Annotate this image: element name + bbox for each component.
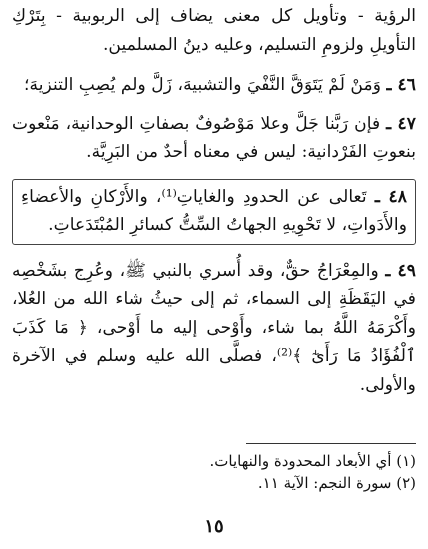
paragraph-text: والمِعْرَاجُ حقٌّ، وقد أُسري بالنبي ﷺ، وعُرِج بشَخْصِه في اليَقَظَةِ إلى السماء، ثم إلى حيثُ شاء الله من العُلا، وأَكْرَمَهُ اللَّهُ بما شاء، وأَوْحى إليه ما أَوْحى، ﴿ مَا كَذَبَ ٱلْفُؤَادُ مَا رَأَىٰٓ ﴾⁽²⁾، فصلَّى الله عليه وسلم في الآخرة والأولى. [12, 260, 417, 395]
page-number: ١٥ [204, 516, 224, 537]
footnote-1: (١) أي الأبعاد المحدودة والنهايات. [209, 452, 416, 470]
footnotes [209, 443, 416, 494]
paragraph-intro [12, 2, 416, 59]
paragraph-number: ٤٦ ـ [386, 75, 416, 95]
paragraph-47 [12, 110, 416, 167]
paragraph-text: الرؤية - وتأويل كل معنى يضاف إلى الربوبية - بِتَرْكِ التأويلِ ولزومِ التسليم، وعليه دينُ المسلمين. [12, 6, 416, 55]
paragraph-text: تَعالى عن الحدودِ والغاياتِ⁽¹⁾، والأَرْكانِ والأعضاءِ والأَدَواتِ، لا تَحْوِيهِ الجهاتُ السِّتُّ كسائرِ المُبْتَدَعاتِ. [21, 186, 407, 235]
paragraph-number: ٤٩ ـ [385, 260, 416, 281]
paragraph-text: وَمَنْ لَمْ يَتَوَقَّ النَّفْيَ والتشبيهَ، زَلَّ ولم يُصِبِ التنزيهَ؛ [24, 75, 382, 95]
paragraph-49 [12, 257, 416, 400]
paragraph-46 [12, 71, 416, 100]
paragraph-number: ٤٧ ـ [386, 113, 416, 134]
paragraph-text: فإن رَبَّنا جَلَّ وعلا مَوْصُوفٌ بصفاتِ الوحدانية، مَنْعوت بنعوتِ الفَرْدانية: ليس في معناه أحدٌ من البَرِيَّة. [12, 113, 416, 162]
footnote-2: (٢) سورة النجم: الآية ١١. [257, 474, 416, 492]
boxed-paragraph-48 [12, 179, 416, 245]
paragraph-number: ٤٨ ـ [374, 186, 408, 207]
